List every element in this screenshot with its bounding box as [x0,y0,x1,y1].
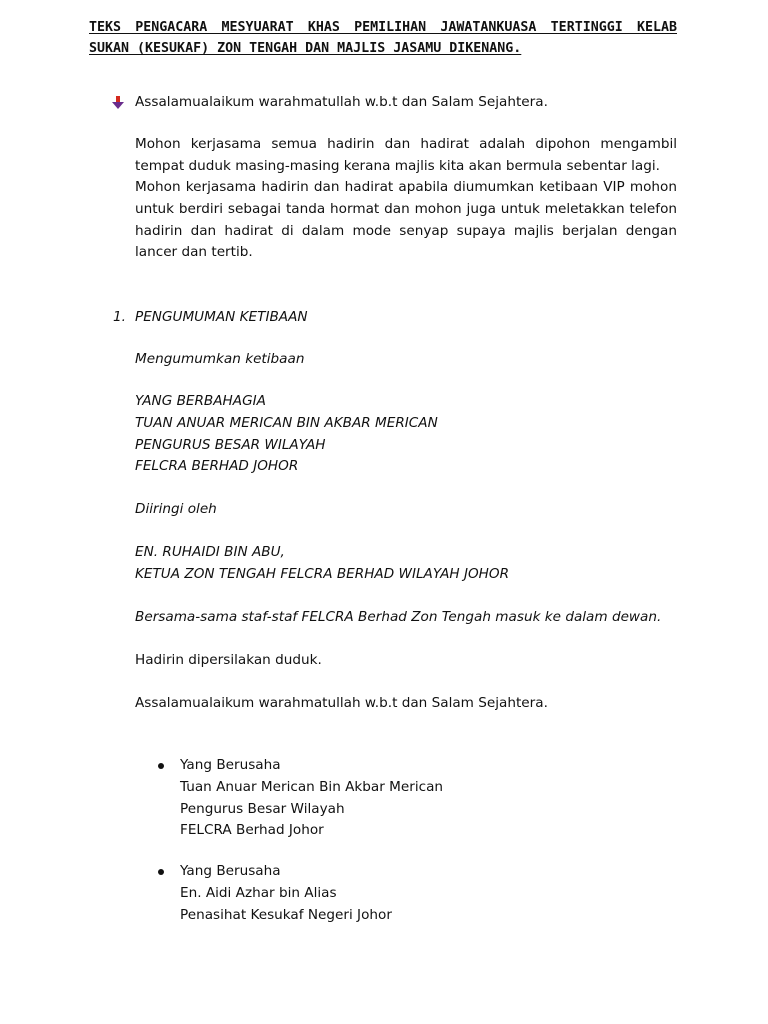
vip-details [135,391,677,478]
salutation-line: En. Aidi Azhar bin Alias [180,884,337,901]
staff-entrance-line: Bersama-sama staf-staf FELCRA Berhad Zon Tengah masuk ke dalam dewan. [135,609,662,625]
salutation-item [180,755,660,842]
vip-line: FELCRA BERHAD JOHOR [135,458,299,475]
salutation-item [180,861,660,926]
companion-details [135,542,677,586]
arrow-bullet-icon [112,96,124,109]
intro-paragraph-vip: Mohon kerjasama hadirin dan hadirat apabila diumumkan ketibaan VIP mohon untuk berdiri sebagai tanda hormat dan mohon juga untuk meletakkan telefon hadirin dan hadirat di dalam mode senyap supaya majlis berjalan dengan lancer dan tertib. [135,179,677,261]
salutation-line: FELCRA Berhad Johor [180,822,324,839]
section-greeting: Assalamualaikum warahmatullah w.b.t dan Salam Sejahtera. [135,695,548,711]
salutation-line: Yang Berusaha [180,757,281,773]
section-number: 1. [113,309,126,325]
section-heading: PENGUMUMAN KETIBAAN [135,309,308,325]
intro-paragraph-seating: Mohon kerjasama semua hadirin dan hadirat adalah dipohon mengambil tempat duduk masing-masing kerana majlis kita akan bermula sebentar lagi. [135,136,677,174]
companion-line: KETUA ZON TENGAH FELCRA BERHAD WILAYAH JOHOR [135,565,510,582]
salutation-line: Tuan Anuar Merican Bin Akbar Merican [180,778,444,795]
vip-line: TUAN ANUAR MERICAN BIN AKBAR MERICAN [135,414,438,431]
salutation-line: Penasihat Kesukaf Negeri Johor [180,906,392,923]
document-title: TEKS PENGACARA MESYUARAT KHAS PEMILIHAN JAWATANKUASA TERTINGGI KELAB SUKAN (KESUKAF) ZON TENGAH DAN MAJLIS JASAMU DIKENANG. [89,20,677,56]
bullet-icon [158,763,164,769]
salutation-line: Pengurus Besar Wilayah [180,800,345,817]
companion-line: EN. RUHAIDI BIN ABU, [135,544,285,560]
intro-greeting: Assalamualaikum warahmatullah w.b.t dan Salam Sejahtera. [135,94,548,110]
seated-line: Hadirin dipersilakan duduk. [135,652,322,668]
accompanied-line: Diiringi oleh [135,501,217,517]
vip-line: PENGURUS BESAR WILAYAH [135,436,326,453]
salutation-line: Yang Berusaha [180,863,281,879]
announce-line: Mengumumkan ketibaan [135,351,305,367]
vip-line: YANG BERBAHAGIA [135,393,266,409]
bullet-icon [158,869,164,875]
